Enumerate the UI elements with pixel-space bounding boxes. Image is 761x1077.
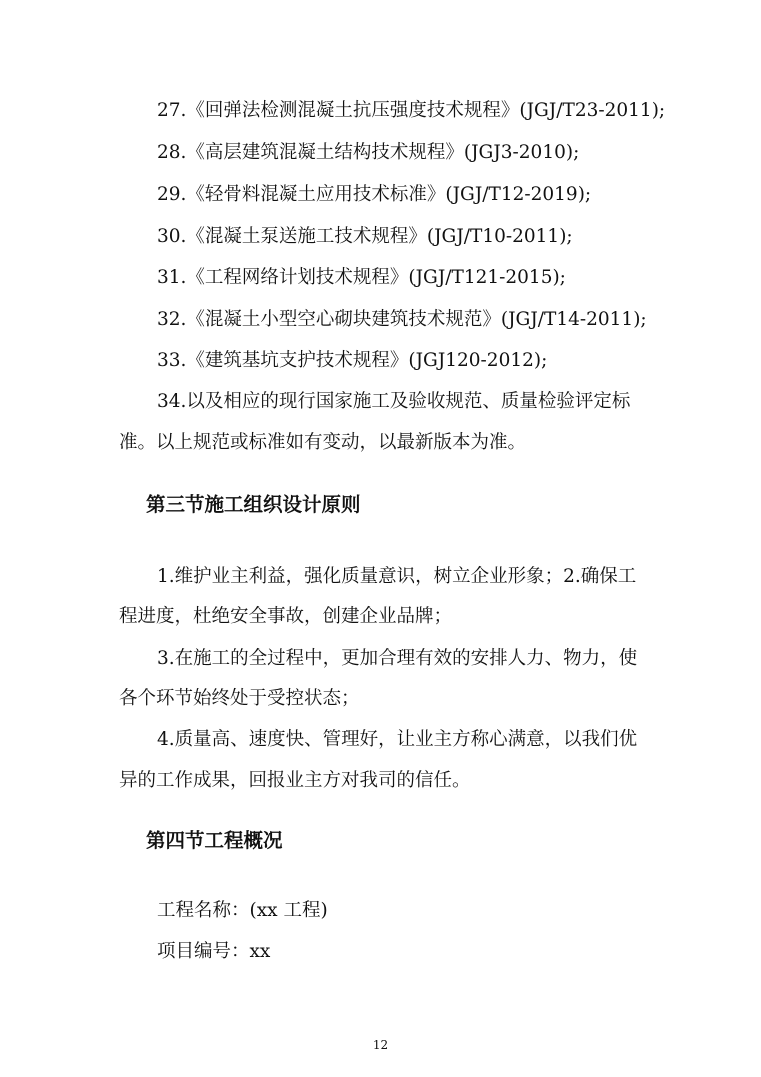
principle-paragraph-1-line1: 1.维护业主利益，强化质量意识，树立企业形象；2.确保工 xyxy=(157,566,637,587)
principle-paragraph-2-line1: 3.在施工的全过程中，更加合理有效的安排人力、物力，使 xyxy=(157,648,638,669)
project-number-field: 项目编号：xx xyxy=(157,941,271,962)
reference-item-34-line2: 准。以上规范或标准如有变动，以最新版本为准。 xyxy=(119,432,527,453)
project-name-field: 工程名称：(xx 工程) xyxy=(157,900,328,921)
reference-item-31: 31.《工程网络计划技术规程》(JGJ/T121-2015); xyxy=(157,267,566,288)
reference-item-32: 32.《混凝土小型空心砌块建筑技术规范》(JGJ/T14-2011); xyxy=(157,309,647,330)
section-heading-overview: 第四节工程概况 xyxy=(146,829,283,852)
principle-paragraph-2-line2: 各个环节始终处于受控状态； xyxy=(119,688,360,709)
reference-item-34-line1: 34.以及相应的现行国家施工及验收规范、质量检验评定标 xyxy=(157,391,631,412)
principle-paragraph-1-line2: 程进度，杜绝安全事故，创建企业品牌； xyxy=(119,606,453,627)
reference-item-28: 28.《高层建筑混凝土结构技术规程》(JGJ3-2010); xyxy=(157,142,580,163)
page-number: 12 xyxy=(372,1038,389,1052)
principle-paragraph-3-line2: 异的工作成果，回报业主方对我司的信任。 xyxy=(119,770,471,791)
reference-item-29: 29.《轻骨料混凝土应用技术标准》(JGJ/T12-2019); xyxy=(157,184,592,205)
section-heading-principles: 第三节施工组织设计原则 xyxy=(146,493,361,516)
reference-item-30: 30.《混凝土泵送施工技术规程》(JGJ/T10-2011); xyxy=(157,226,573,247)
reference-item-33: 33.《建筑基坑支护技术规程》(JGJ120-2012); xyxy=(157,350,548,371)
reference-item-27: 27.《回弹法检测混凝土抗压强度技术规程》(JGJ/T23-2011); xyxy=(157,100,666,121)
principle-paragraph-3-line1: 4.质量高、速度快、管理好，让业主方称心满意，以我们优 xyxy=(157,729,638,750)
